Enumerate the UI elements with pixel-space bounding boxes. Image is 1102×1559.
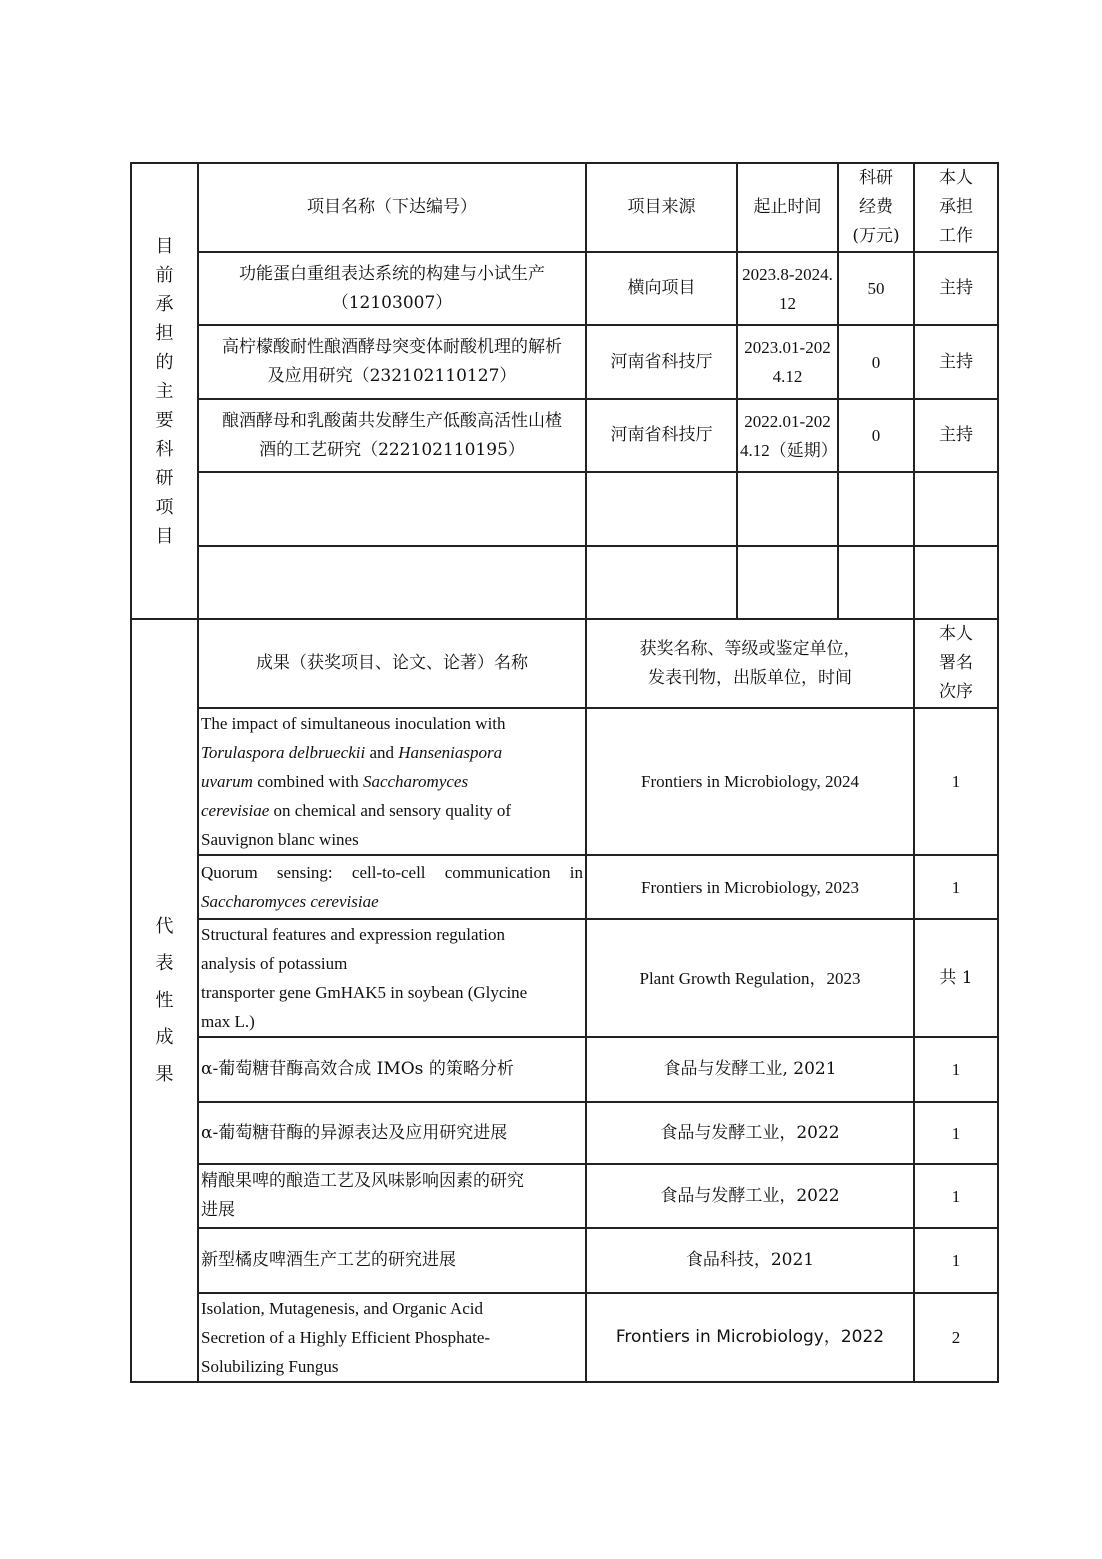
empty-cell [198, 546, 586, 619]
header-project-name: 项目名称（下达编号） [198, 163, 586, 252]
achievement-venue: Frontiers in Microbiology, 2024 [586, 708, 914, 855]
achievement-name: Structural features and expression regulation analysis of potassium transporter gene GmHAK5 in soybean (Glycine max L.) [198, 919, 586, 1037]
project-period: 2023.01-202 4.12 [737, 325, 838, 399]
achievement-venue: 食品与发酵工业，2022 [586, 1164, 914, 1228]
achievement-row [131, 1164, 998, 1228]
achievement-name: Quorum sensing: cell-to-cell communication in Saccharomyces cerevisiae [198, 855, 586, 919]
achievement-order: 共 1 [914, 919, 998, 1037]
empty-cell [914, 472, 998, 546]
header-funding: 科研 经费 (万元) [838, 163, 914, 252]
project-row-empty [131, 546, 998, 619]
project-name: 高柠檬酸耐性酿酒酵母突变体耐酸机理的解析 及应用研究（232102110127） [198, 325, 586, 399]
project-funding: 0 [838, 325, 914, 399]
project-name: 功能蛋白重组表达系统的构建与小试生产 （12103007） [198, 252, 586, 325]
achievement-name: α-葡萄糖苷酶高效合成 IMOs 的策略分析 [198, 1037, 586, 1102]
achievement-row [131, 1102, 998, 1164]
achievement-row [131, 1037, 998, 1102]
achievement-row [131, 855, 998, 919]
empty-cell [198, 472, 586, 546]
header-period: 起止时间 [737, 163, 838, 252]
header-role: 本人 承担 工作 [914, 163, 998, 252]
empty-cell [838, 546, 914, 619]
form-table [130, 162, 999, 1383]
achievement-row [131, 1293, 998, 1382]
achievement-name: Isolation, Mutagenesis, and Organic Acid Secretion of a Highly Efficient Phosphate- Solubilizing Fungus [198, 1293, 586, 1382]
achievement-order: 1 [914, 855, 998, 919]
achievement-venue: 食品与发酵工业, 2021 [586, 1037, 914, 1102]
project-funding: 0 [838, 399, 914, 472]
header-achievement-name: 成果（获奖项目、论文、论著）名称 [198, 619, 586, 708]
project-row-empty [131, 472, 998, 546]
header-author-order: 本人 署名 次序 [914, 619, 998, 708]
achievement-order: 1 [914, 1102, 998, 1164]
achievement-row [131, 1228, 998, 1293]
empty-cell [737, 546, 838, 619]
projects-section-label: 目 前 承 担 的 主 要 科 研 项 目 [131, 163, 198, 619]
project-source: 横向项目 [586, 252, 737, 325]
achievement-order: 1 [914, 1164, 998, 1228]
achievement-venue: 食品与发酵工业，2022 [586, 1102, 914, 1164]
header-achievement-venue: 获奖名称、等级或鉴定单位， 发表刊物，出版单位，时间 [586, 619, 914, 708]
project-source: 河南省科技厅 [586, 325, 737, 399]
project-role: 主持 [914, 399, 998, 472]
project-period: 2022.01-202 4.12（延期） [737, 399, 838, 472]
project-row [131, 325, 998, 399]
achievement-order: 2 [914, 1293, 998, 1382]
achievement-row [131, 919, 998, 1037]
projects-header-row [131, 163, 998, 252]
project-row [131, 399, 998, 472]
achievement-venue: Frontiers in Microbiology，2022 [586, 1293, 914, 1382]
project-row [131, 252, 998, 325]
empty-cell [586, 546, 737, 619]
achievement-row [131, 708, 998, 855]
achievement-name: 新型橘皮啤酒生产工艺的研究进展 [198, 1228, 586, 1293]
project-role: 主持 [914, 325, 998, 399]
achievement-name: 精酿果啤的酿造工艺及风味影响因素的研究 进展 [198, 1164, 586, 1228]
empty-cell [914, 546, 998, 619]
project-source: 河南省科技厅 [586, 399, 737, 472]
project-funding: 50 [838, 252, 914, 325]
project-period: 2023.8-2024. 12 [737, 252, 838, 325]
empty-cell [838, 472, 914, 546]
empty-cell [737, 472, 838, 546]
project-name: 酿酒酵母和乳酸菌共发酵生产低酸高活性山楂 酒的工艺研究（222102110195） [198, 399, 586, 472]
achievement-venue: Plant Growth Regulation，2023 [586, 919, 914, 1037]
empty-cell [586, 472, 737, 546]
achievement-order: 1 [914, 1037, 998, 1102]
achievements-section-label: 代 表 性 成 果 [131, 619, 198, 1382]
achievement-venue: Frontiers in Microbiology, 2023 [586, 855, 914, 919]
achievement-venue: 食品科技，2021 [586, 1228, 914, 1293]
achievement-order: 1 [914, 1228, 998, 1293]
achievement-name: The impact of simultaneous inoculation with Torulaspora delbrueckii and Hanseniaspora uvarum combined with Saccharomyces cerevisiae on chemical and sensory quality of Sauvignon blanc wines [198, 708, 586, 855]
project-role: 主持 [914, 252, 998, 325]
achievements-header-row [131, 619, 998, 708]
achievement-order: 1 [914, 708, 998, 855]
header-project-source: 项目来源 [586, 163, 737, 252]
achievement-name: α-葡萄糖苷酶的异源表达及应用研究进展 [198, 1102, 586, 1164]
